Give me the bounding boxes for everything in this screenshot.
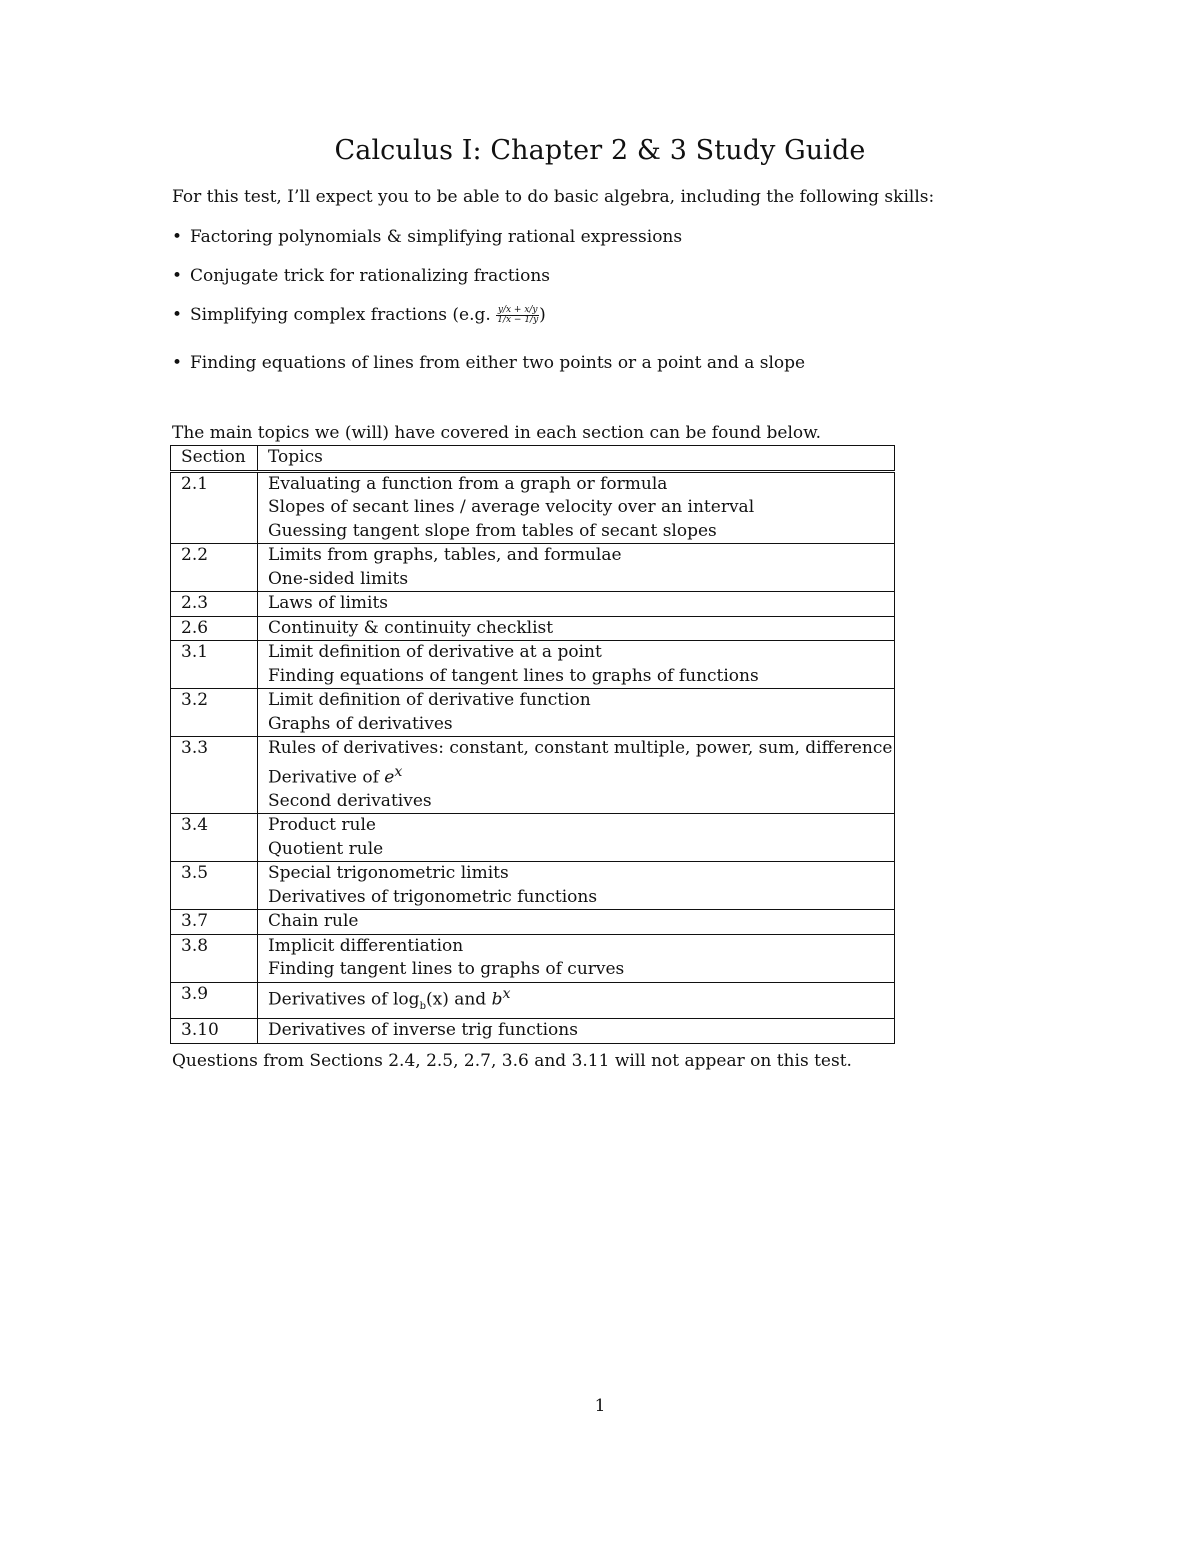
column-header-section: Section — [171, 446, 258, 472]
topic-line: Limits from graphs, tables, and formulae — [268, 545, 622, 565]
bullet-icon: • — [172, 305, 183, 325]
topic-line: Derivatives of inverse trig functions — [268, 1020, 578, 1041]
topic-line: Slopes of secant lines / average velocity over an interval — [268, 497, 755, 517]
fraction-denominator: 1/x − 1/y — [497, 315, 539, 325]
topics-cell — [258, 862, 895, 910]
skills-list — [172, 226, 805, 391]
table-row — [171, 982, 895, 1019]
topic-line: Evaluating a function from a graph or formula — [268, 473, 668, 494]
topics-intro: The main topics we (will) have covered in each section can be found below. — [172, 423, 822, 443]
topics-cell — [258, 934, 895, 982]
section-cell: 3.7 — [171, 910, 258, 935]
skill-text: Finding equations of lines from either two points or a point and a slope — [190, 353, 806, 373]
list-item — [172, 265, 805, 304]
topic-line: Quotient rule — [268, 838, 384, 859]
bullet-icon: • — [172, 353, 183, 373]
list-item — [172, 304, 805, 352]
table-row — [171, 737, 895, 814]
topic-line: Derivatives of $\log_b(x)$ and $b^x$ — [268, 985, 511, 1012]
section-cell: 2.6 — [171, 616, 258, 641]
table-row — [171, 689, 895, 737]
topic-line: Continuity & continuity checklist — [268, 617, 554, 638]
example-fraction — [496, 306, 539, 325]
table-row — [171, 814, 895, 862]
topics-cell — [258, 616, 895, 641]
topic-line: One-sided limits — [268, 568, 409, 589]
bullet-icon: • — [172, 266, 183, 286]
topic-line: Finding tangent lines to graphs of curves — [268, 959, 625, 980]
topics-cell — [258, 689, 895, 737]
table-row — [171, 641, 895, 689]
section-cell: 3.5 — [171, 862, 258, 910]
topics-cell — [258, 471, 895, 544]
section-cell: 3.2 — [171, 689, 258, 737]
closing-note: Questions from Sections 2.4, 2.5, 2.7, 3.6 and 3.11 will not appear on this test. — [172, 1051, 852, 1071]
topic-line: Chain rule — [268, 911, 359, 932]
table-body — [171, 471, 895, 1043]
table-row — [171, 616, 895, 641]
section-cell: 3.1 — [171, 641, 258, 689]
topic-line: Derivative of $e^x$ — [268, 763, 403, 788]
topic-line: Limit definition of derivative function — [268, 690, 591, 710]
topics-cell — [258, 592, 895, 617]
topic-line: Derivatives of trigonometric functions — [268, 886, 598, 907]
section-cell: 3.4 — [171, 814, 258, 862]
section-cell: 3.10 — [171, 1019, 258, 1044]
topic-line: Product rule — [268, 815, 376, 836]
topics-cell — [258, 814, 895, 862]
page-title: Calculus I: Chapter 2 & 3 Study Guide — [334, 135, 866, 166]
skill-text: Simplifying complex fractions (e.g. — [190, 305, 491, 325]
topic-line: Laws of limits — [268, 593, 389, 613]
table-row — [171, 862, 895, 910]
section-cell: 3.8 — [171, 934, 258, 982]
section-cell: 3.3 — [171, 737, 258, 814]
topic-line: Finding equations of tangent lines to graphs of functions — [268, 665, 759, 686]
section-cell: 3.9 — [171, 982, 258, 1019]
intro-paragraph: For this test, I’ll expect you to be able to do basic algebra, including the following skills: — [172, 187, 935, 207]
table-header-row — [171, 446, 895, 472]
section-cell: 2.1 — [171, 471, 258, 544]
skill-text: Factoring polynomials & simplifying rational expressions — [190, 227, 683, 247]
list-item — [172, 226, 805, 265]
topic-line: Second derivatives — [268, 790, 432, 811]
table-row — [171, 471, 895, 544]
topics-cell — [258, 910, 895, 935]
topics-table — [170, 445, 895, 1044]
fraction-close-paren: ) — [539, 305, 546, 325]
fraction-numerator: y/x + x/y — [497, 305, 538, 315]
topic-line: Graphs of derivatives — [268, 713, 453, 734]
column-header-topics: Topics — [258, 446, 895, 472]
table-row — [171, 910, 895, 935]
section-cell: 2.3 — [171, 592, 258, 617]
topic-line: Rules of derivatives: constant, constant multiple, power, sum, difference — [268, 738, 893, 758]
bullet-icon: • — [172, 227, 183, 247]
table-row — [171, 544, 895, 592]
table-row — [171, 934, 895, 982]
topics-cell — [258, 1019, 895, 1044]
topic-line: Special trigonometric limits — [268, 863, 509, 884]
topics-cell — [258, 641, 895, 689]
table-row — [171, 1019, 895, 1044]
topics-cell — [258, 737, 895, 814]
table-row — [171, 592, 895, 617]
topics-cell — [258, 544, 895, 592]
skill-text: Conjugate trick for rationalizing fractions — [190, 266, 551, 286]
page-number: 1 — [594, 1396, 606, 1416]
topic-line: Limit definition of derivative at a point — [268, 642, 602, 662]
list-item — [172, 352, 805, 391]
section-cell: 2.2 — [171, 544, 258, 592]
topics-cell — [258, 982, 895, 1019]
topic-line: Guessing tangent slope from tables of secant slopes — [268, 520, 717, 541]
topic-line: Implicit differentiation — [268, 935, 464, 956]
